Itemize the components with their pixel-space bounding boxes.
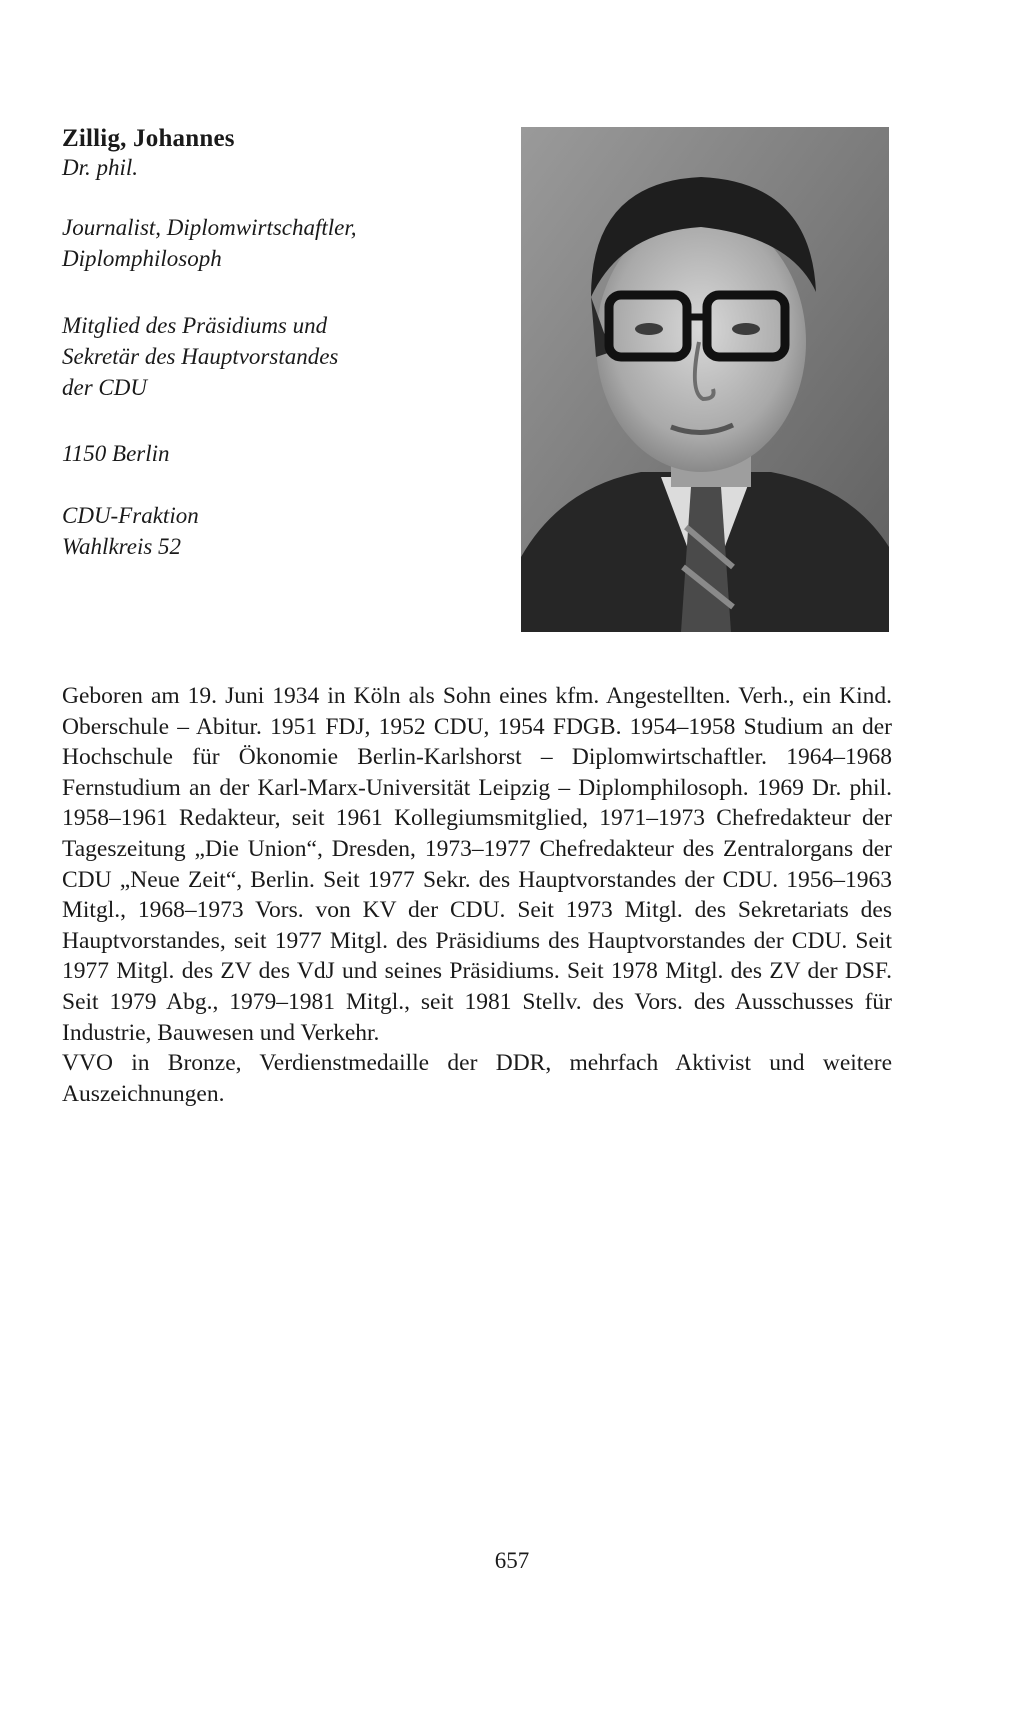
profession-line: Journalist, Diplomwirtschaftler,	[62, 215, 357, 240]
position-line: Sekretär des Hauptvorstandes	[62, 344, 339, 369]
portrait-photo	[521, 127, 889, 632]
faction	[62, 500, 199, 562]
biography	[62, 681, 892, 1109]
entry-header	[62, 124, 482, 559]
position-line: Mitglied des Präsidiums und	[62, 313, 328, 338]
location	[62, 438, 170, 469]
profession-line: Diplomphilosoph	[62, 246, 222, 271]
faction-line: CDU-Fraktion	[62, 503, 199, 528]
position-line: der CDU	[62, 375, 147, 400]
awards-text: VVO in Bronze, Verdienstmedaille der DDR, mehrfach Aktivist und weitere Auszeichnungen.	[62, 1050, 892, 1107]
professions	[62, 212, 357, 274]
portrait-icon	[521, 127, 889, 632]
positions	[62, 310, 338, 403]
biography-text: Geboren am 19. Juni 1934 in Köln als Sohn eines kfm. Angestellten. Verh., ein Kind. Oberschule – Abitur. 1951 FDJ, 1952 CDU, 1954 FDGB. 1954–1958 Studium an der Hochschule für Ökonomie Berlin-Karlshorst – Diplomwirtschaftler. 1964–1968 Fernstudium an der Karl-Marx-Universität Leipzig – Diplomphilosoph. 1969 Dr. phil. 1958–1961 Redakteur, seit 1961 Kollegiumsmitglied, 1971–1973 Chefredakteur der Tageszeitung „Die Union“, Dresden, 1973–1977 Chefredakteur des Zentralorgans der CDU „Neue Zeit“, Berlin. Seit 1977 Sekr. des Hauptvorstandes der CDU. 1956–1963 Mitgl., 1968–1973 Vors. von KV der CDU. Seit 1973 Mitgl. des Sekretariats des Hauptvorstandes, seit 1977 Mitgl. des Präsidiums des Hauptvorstandes der CDU. Seit 1977 Mitgl. des ZV des VdJ und seines Präsidiums. Seit 1978 Mitgl. des ZV der DSF. Seit 1979 Abg., 1979–1981 Mitgl., seit 1981 Stellv. des Vors. des Ausschusses für Industrie, Bauwesen und Verkehr.	[62, 683, 892, 1046]
person-name: Zillig, Johannes	[62, 125, 235, 152]
academic-degree: Dr. phil.	[62, 155, 139, 180]
constituency-line: Wahlkreis 52	[62, 534, 182, 559]
page-number: 657	[494, 1548, 530, 1573]
location-line: 1150 Berlin	[62, 441, 170, 466]
